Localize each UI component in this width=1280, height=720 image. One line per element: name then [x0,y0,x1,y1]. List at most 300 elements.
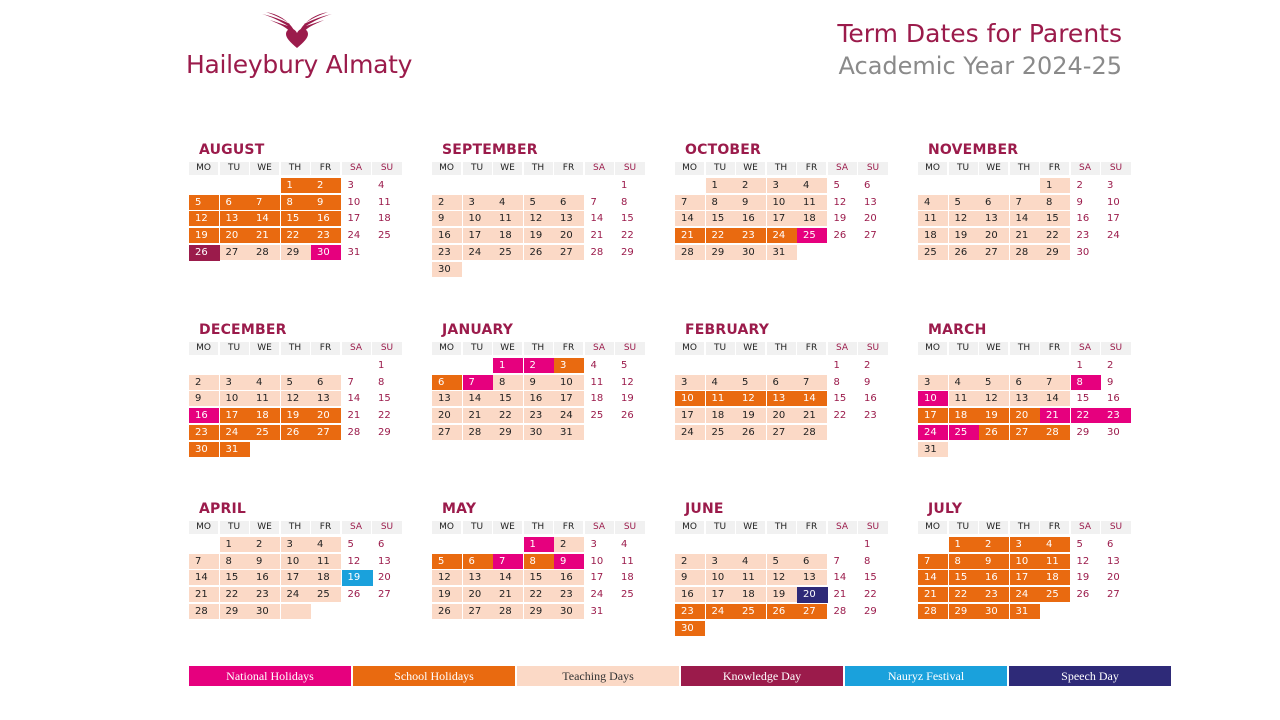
day-cell: 22 [220,587,251,603]
day-cell: 28 [918,604,949,620]
day-cell: 24 [918,425,949,441]
weekday-label: MO [675,162,704,175]
month-title: JUNE [685,501,724,517]
day-cell: 27 [432,425,463,441]
day-cell: 28 [250,245,281,261]
day-cell: 15 [220,570,251,586]
day-grid [189,358,403,460]
day-cell: 17 [767,211,798,227]
weekday-label: MO [189,162,218,175]
month-title: JULY [928,501,963,517]
day-grid [675,537,889,639]
day-cell: 31 [554,425,585,441]
day-cell: 17 [1107,213,1120,225]
day-cell: 1 [864,539,871,550]
day-cell: 16 [675,587,706,603]
weekday-label: SA [585,162,614,175]
day-cell: 1 [1040,178,1071,194]
day-cell: 19 [833,213,847,225]
day-cell: 3 [463,195,494,211]
day-cell: 18 [493,228,524,244]
day-cell: 14 [1010,211,1041,227]
month-title: JANUARY [442,322,514,338]
weekday-label: WE [736,521,765,534]
day-cell: 29 [1040,245,1071,261]
day-cell: 25 [311,587,342,603]
weekday-label: WE [493,162,522,175]
day-cell: 5 [432,554,463,570]
weekday-label: TU [463,162,492,175]
day-cell: 4 [311,537,342,553]
day-cell: 29 [281,245,312,261]
weekday-label: SA [828,162,857,175]
day-cell: 25 [706,425,737,441]
day-cell: 2 [675,554,706,570]
day-cell: 7 [347,376,354,388]
day-cell: 30 [1107,426,1120,438]
day-cell: 20 [797,587,828,603]
weekday-label: FR [554,162,583,175]
day-cell: 8 [281,195,312,211]
day-cell: 21 [833,589,847,601]
day-cell: 27 [463,604,494,620]
day-cell: 10 [220,391,251,407]
day-cell: 6 [797,554,828,570]
weekday-label: SA [828,342,857,355]
day-cell: 17 [918,408,949,424]
day-cell: 22 [833,410,847,422]
day-cell: 2 [311,178,342,194]
day-cell: 22 [378,410,391,422]
weekday-label: WE [493,521,522,534]
day-cell: 5 [979,375,1010,391]
day-cell: 7 [250,195,281,211]
day-cell: 18 [311,570,342,586]
day-cell: 12 [949,211,980,227]
day-cell: 3 [220,375,251,391]
day-cell: 6 [1107,539,1114,550]
day-cell: 12 [189,211,220,227]
day-cell: 22 [493,408,524,424]
day-cell: 20 [979,228,1010,244]
day-cell: 30 [554,604,585,620]
day-cell: 22 [949,587,980,603]
weekday-label: WE [250,162,279,175]
weekday-label: FR [311,342,340,355]
day-cell: 6 [864,180,871,191]
day-cell: 20 [767,408,798,424]
day-cell: 16 [979,570,1010,586]
day-cell: 9 [1107,376,1114,388]
day-cell: 5 [1076,539,1083,550]
day-cell: 8 [1040,195,1071,211]
day-cell: 7 [833,555,840,567]
day-cell: 15 [1040,211,1071,227]
day-cell: 12 [979,391,1010,407]
day-cell: 13 [767,391,798,407]
day-cell: 14 [797,391,828,407]
day-cell: 8 [493,375,524,391]
weekday-label: SU [1101,342,1131,355]
day-cell: 15 [281,211,312,227]
weekday-label: WE [493,342,522,355]
day-cell: 6 [311,375,342,391]
day-cell: 11 [590,376,604,388]
day-cell: 19 [949,228,980,244]
day-cell: 23 [432,245,463,261]
day-cell: 14 [1040,391,1071,407]
day-cell: 13 [797,570,828,586]
day-cell: 5 [767,554,798,570]
day-cell: 23 [675,604,706,620]
day-cell: 21 [918,587,949,603]
day-cell: 15 [493,391,524,407]
day-cell: 2 [1107,360,1114,371]
legend [189,666,1173,686]
day-cell: 29 [378,426,391,438]
weekday-label: TH [281,342,310,355]
day-cell: 4 [378,180,385,191]
day-cell: 8 [220,554,251,570]
day-cell: 5 [736,375,767,391]
day-cell: 2 [864,360,871,371]
day-cell: 26 [767,604,798,620]
day-cell: 13 [311,391,342,407]
weekday-label: FR [1040,162,1069,175]
day-cell: 4 [1040,537,1071,553]
weekday-label: SA [342,521,371,534]
day-cell: 1 [493,358,524,374]
day-cell: 27 [797,604,828,620]
day-cell: 18 [621,572,634,584]
day-cell: 7 [590,196,597,208]
day-cell: 19 [432,587,463,603]
day-cell: 12 [621,376,634,388]
day-cell: 31 [918,442,949,458]
day-cell: 2 [736,178,767,194]
day-cell: 28 [347,426,361,438]
day-cell: 18 [949,408,980,424]
day-cell: 3 [675,375,706,391]
day-cell: 29 [621,246,634,258]
day-cell: 8 [949,554,980,570]
day-cell: 29 [949,604,980,620]
day-cell: 1 [1076,360,1083,371]
day-cell: 27 [1107,589,1120,601]
day-cell: 25 [736,604,767,620]
day-cell: 17 [281,570,312,586]
day-cell: 19 [342,570,373,586]
day-cell: 10 [347,196,361,208]
day-cell: 4 [797,178,828,194]
weekday-label: TU [706,162,735,175]
day-cell: 12 [1076,555,1090,567]
month-title: NOVEMBER [928,142,1019,158]
month-october [675,140,889,280]
day-cell: 16 [189,408,220,424]
weekday-label: TU [949,342,978,355]
day-cell: 20 [378,572,391,584]
day-cell: 14 [918,570,949,586]
day-cell: 19 [736,408,767,424]
day-cell: 21 [1040,408,1071,424]
weekday-label: TU [220,342,249,355]
day-cell: 16 [864,393,877,405]
day-cell: 18 [1040,570,1071,586]
day-cell: 12 [281,391,312,407]
day-cell: 26 [979,425,1010,441]
day-cell: 26 [524,245,555,261]
day-cell: 24 [706,604,737,620]
day-cell: 21 [675,228,706,244]
day-cell: 1 [378,360,385,371]
day-cell: 18 [706,408,737,424]
day-cell: 14 [675,211,706,227]
weekday-label: FR [311,521,340,534]
day-cell: 27 [554,245,585,261]
weekday-label: SA [1071,162,1100,175]
day-cell: 14 [347,393,361,405]
weekday-label: SA [1071,521,1100,534]
day-cell: 11 [311,554,342,570]
weekday-label: TH [1010,521,1039,534]
weekday-label: MO [432,521,461,534]
day-cell: 14 [493,570,524,586]
month-september [432,140,646,280]
weekday-label: TH [281,521,310,534]
day-cell: 11 [706,391,737,407]
day-cell: 25 [621,589,634,601]
day-cell: 7 [1010,195,1041,211]
day-cell: 10 [675,391,706,407]
day-cell: 25 [1040,587,1071,603]
day-cell: 25 [918,245,949,261]
day-cell: 26 [189,245,220,261]
day-cell: 31 [767,245,798,261]
day-cell: 23 [554,587,585,603]
day-cell: 19 [524,228,555,244]
day-cell: 28 [493,604,524,620]
weekday-label: TU [949,521,978,534]
day-cell: 19 [767,587,798,603]
day-cell: 26 [833,230,847,242]
day-cell: 22 [1040,228,1071,244]
day-cell: 23 [524,408,555,424]
day-cell: 28 [1010,245,1041,261]
month-february [675,320,889,460]
day-cell: 17 [590,572,604,584]
weekday-header [675,342,889,355]
day-cell: 18 [250,408,281,424]
weekday-header [189,521,403,534]
day-cell: 8 [524,554,555,570]
day-cell: 12 [833,196,847,208]
day-cell: 16 [311,211,342,227]
day-cell: 4 [493,195,524,211]
day-cell: 7 [675,195,706,211]
weekday-header [432,342,646,355]
day-cell: 31 [220,442,251,458]
day-cell: 16 [1107,393,1120,405]
day-cell: 8 [833,376,840,388]
day-cell: 20 [1010,408,1041,424]
weekday-label: TH [524,521,553,534]
day-cell: 17 [220,408,251,424]
day-cell: 3 [281,537,312,553]
day-cell: 23 [1076,230,1090,242]
weekday-label: SA [828,521,857,534]
weekday-label: TU [949,162,978,175]
day-cell: 21 [250,228,281,244]
day-cell: 10 [1010,554,1041,570]
day-cell: 16 [432,228,463,244]
day-cell: 8 [621,196,628,208]
day-cell: 19 [1076,572,1090,584]
day-cell: 30 [524,425,555,441]
day-cell: 14 [250,211,281,227]
month-january [432,320,646,460]
day-cell: 21 [347,410,361,422]
day-cell: 2 [250,537,281,553]
month-april [189,499,403,639]
day-cell: 22 [621,230,634,242]
day-cell: 29 [524,604,555,620]
weekday-label: FR [311,162,340,175]
day-cell: 16 [1076,213,1090,225]
month-march [918,320,1132,460]
day-cell: 3 [767,178,798,194]
day-cell: 7 [189,554,220,570]
day-cell: 7 [463,375,494,391]
day-cell: 7 [918,554,949,570]
day-cell: 22 [281,228,312,244]
day-cell: 30 [1076,246,1090,258]
day-cell: 1 [524,537,555,553]
day-cell: 17 [675,408,706,424]
day-cell: 11 [797,195,828,211]
weekday-label: SU [372,521,402,534]
legend-item: Knowledge Day [681,666,843,686]
day-cell: 22 [864,589,877,601]
weekday-label: MO [918,162,947,175]
weekday-label: SU [372,342,402,355]
day-cell: 1 [833,360,840,371]
day-cell: 17 [1010,570,1041,586]
weekday-label: FR [1040,342,1069,355]
day-cell: 9 [864,376,871,388]
day-cell: 24 [554,408,585,424]
day-cell: 7 [1040,375,1071,391]
weekday-label: FR [554,342,583,355]
day-cell: 27 [1010,425,1041,441]
day-cell: 30 [189,442,220,458]
day-cell: 25 [378,230,391,242]
legend-item: School Holidays [353,666,515,686]
day-cell: 27 [378,589,391,601]
weekday-label: TH [767,162,796,175]
day-cell: 13 [463,570,494,586]
day-cell: 13 [378,555,391,567]
day-cell: 25 [590,410,604,422]
day-cell: 9 [432,211,463,227]
month-title: MARCH [928,322,987,338]
day-cell: 1 [621,180,628,191]
day-cell: 11 [378,196,391,208]
day-cell: 16 [524,391,555,407]
day-cell: 27 [767,425,798,441]
day-cell: 10 [590,555,604,567]
weekday-header [918,342,1132,355]
day-cell: 20 [864,213,877,225]
day-cell: 30 [736,245,767,261]
day-cell: 9 [311,195,342,211]
day-cell: 20 [432,408,463,424]
day-cell: 28 [797,425,828,441]
day-cell: 16 [554,570,585,586]
day-cell: 10 [463,211,494,227]
day-cell: 13 [554,211,585,227]
weekday-label: FR [797,342,826,355]
day-cell: 12 [524,211,555,227]
day-cell: 15 [524,570,555,586]
weekday-header [675,162,889,175]
day-cell: 5 [189,195,220,211]
day-cell: 2 [554,537,585,553]
day-cell: 15 [621,213,634,225]
day-cell: 9 [736,195,767,211]
day-cell: 4 [918,195,949,211]
day-cell: 3 [706,554,737,570]
day-cell: 28 [590,246,604,258]
day-cell: 2 [524,358,555,374]
day-cell: 28 [1040,425,1071,441]
day-cell: 17 [706,587,737,603]
day-cell: 13 [1010,391,1041,407]
day-cell: 25 [250,425,281,441]
weekday-label: SU [615,521,645,534]
day-cell: 14 [833,572,847,584]
day-cell: 23 [979,587,1010,603]
weekday-label: WE [979,162,1008,175]
day-cell: 13 [432,391,463,407]
day-cell: 20 [463,587,494,603]
weekday-label: TH [1010,162,1039,175]
day-cell: 6 [378,539,385,550]
weekday-label: TH [1010,342,1039,355]
weekday-label: SA [585,342,614,355]
weekday-label: TH [524,162,553,175]
weekday-label: TH [767,342,796,355]
day-cell: 21 [463,408,494,424]
day-cell: 19 [979,408,1010,424]
day-cell: 24 [590,589,604,601]
weekday-label: TU [463,521,492,534]
day-cell: 5 [833,180,840,191]
day-cell: 22 [1071,408,1102,424]
day-cell: 23 [1101,408,1132,424]
weekday-header [918,162,1132,175]
weekday-label: FR [797,162,826,175]
day-cell: 28 [675,245,706,261]
day-cell: 12 [736,391,767,407]
legend-item: Speech Day [1009,666,1171,686]
month-may [432,499,646,639]
weekday-label: WE [250,342,279,355]
day-cell: 29 [706,245,737,261]
month-december [189,320,403,460]
day-cell: 23 [250,587,281,603]
day-cell: 10 [918,391,949,407]
